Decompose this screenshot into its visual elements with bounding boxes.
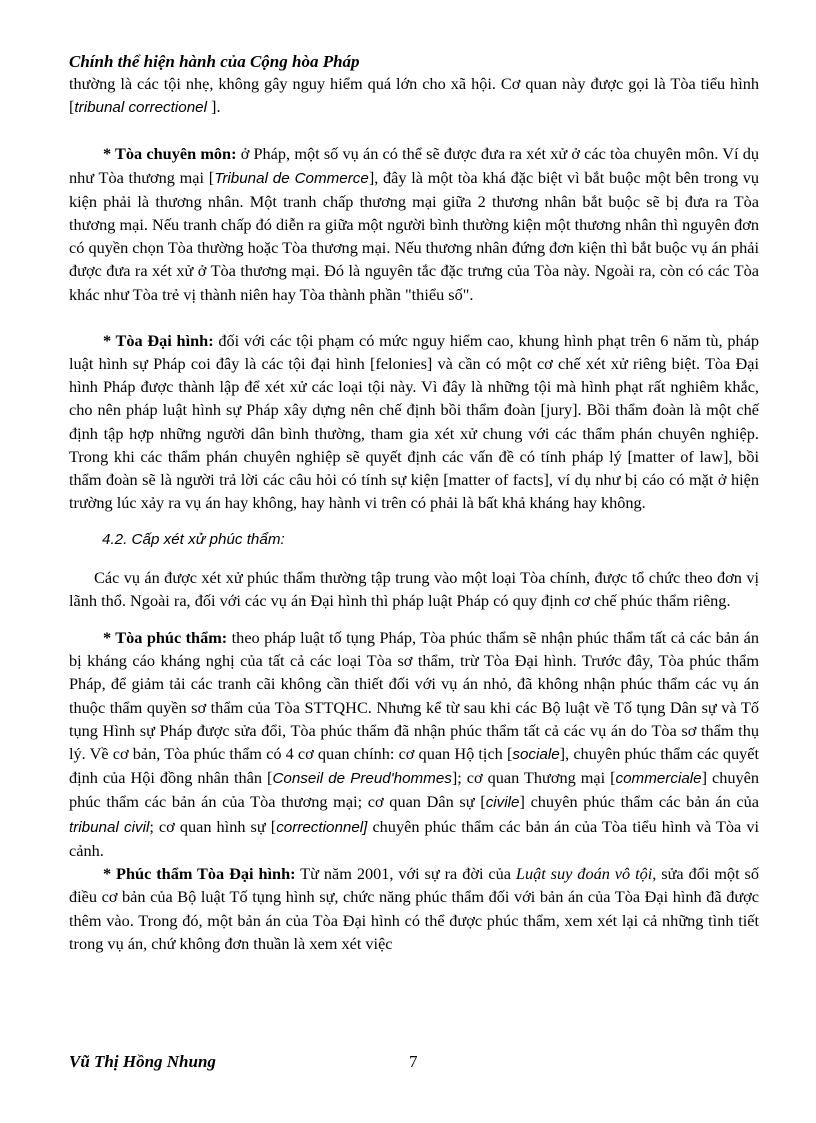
text: ], đây là một tòa khá đặc biệt vì bắt buộc một bên trong vụ kiện phải là thương nhân. Một tranh chấp thương mại giữa 2 thương nhân bắt buộc sẽ bị đưa ra Tòa thương mại. Nếu tranh chấp đó diễn ra giữa một người bình thường kiện một thương nhân thì nguyên đơn có quyền chọn Tòa thường hoặc Tòa thương mại. Nếu thương nhân đứng đơn kiện thì bắt buộc vụ án phải được đưa ra xét xử ở Tòa thương mại. Đó là nguyên tắc đặc trưng của Tòa này. Ngoài ra, còn có các Tòa khác như Tòa trẻ vị thành niên hay Tòa thành phần "thiểu số". [69,167,759,304]
page-number: 7 [409,1052,418,1071]
footer-author: Vũ Thị Hồng Nhung [69,1052,216,1071]
paragraph-assize-court [69,329,759,515]
text: theo pháp luật tố tụng Pháp, Tòa phúc thẩm sẽ nhận phúc thẩm tất cả các bản án bị kháng cáo kháng nghị của tất cả các loại Tòa sơ thẩm, trừ Tòa Đại hình. Trước đây, Tòa phúc thẩm Pháp, để giảm tải các tranh cãi không cần thiết đối với vụ án nhỏ, đã không nhận phúc thẩm các vụ án thuộc thẩm quyền sơ thẩm của Tòa STTQHC. Nhưng kể từ sau khi các Bộ luật về Tố tụng Dân sự và Tố tụng Hình sự Pháp được sửa đổi, Tòa phúc thẩm đã nhận phúc thẩm tất cả các vụ án do Tòa sơ thẩm thụ lý. Về cơ bản, Tòa phúc thẩm có 4 cơ quan chính: cơ quan Hộ tịch [ [69,628,759,764]
italic-term: tribunal correctionel [74,99,207,117]
paragraph-specialized-court [69,142,759,305]
body-text [69,72,759,955]
italic-term: commerciale [615,770,702,788]
text: ]; cơ quan Thương mại [ [451,768,616,788]
text: đối với các tội phạm có mức nguy hiểm cao, khung hình phạt trên 6 năm tù, pháp luật hình sự Pháp coi đây là các tội đại hình [felonies] và cần có một cơ chế xét xử riêng biệt. Tòa Đại hình Pháp được thành lập để xét xử các loại tội này. Vì đây là những tội mà hình phạt rất nghiêm khắc, cho nên pháp luật hình sự Pháp xây dựng nên chế định bồi thẩm đoàn [jury]. Bồi thẩm đoàn là một chế định tập hợp những người dân bình thường, tham gia xét xử chung với các thẩm phán chuyên nghiệp. Trong khi các thẩm phán chuyên nghiệp sẽ quyết định các vấn đề có tính pháp lý [matter of law], bồi thẩm đoàn sẽ là người trả lời các câu hỏi có tính sự kiện [matter of facts], ví dụ như bị cáo có mặt ở hiện trường lúc xảy ra vụ án hay không, hay hành vi trên có phải là bất khả kháng hay không. [69,330,759,513]
paragraph-lead: * Phúc thẩm Tòa Đại hình: [103,864,296,884]
running-header: Chính thể hiện hành của Cộng hòa Pháp [69,52,360,71]
text: Từ năm 2001, với sự ra đời của [295,864,516,884]
italic-term: Luật suy đoán vô tội, [515,864,657,884]
paragraph-appeal-intro [69,566,759,612]
italic-term: tribunal civil [69,818,150,836]
italic-term: sociale [512,746,560,764]
paragraph-appeal-court [69,626,759,862]
text: ] chuyên phúc thẩm các bản án của Tòa thương mại; cơ quan Dân sự [ [69,768,760,812]
paragraph-lead: * Tòa chuyên môn: [103,144,237,164]
text: sửa đổi một số điều cơ bản của Bộ luật Tố tụng hình sự, chức năng phúc thẩm đối với bản án của Tòa Đại hình đã được thêm vào. Trong đó, một bản án của Tòa Đại hình có thể được phúc thẩm, xem xét lại cả những tình tiết trong vụ án, chứ không đơn thuần là xem xét việc [69,864,759,953]
text: ; cơ quan hình sự [ [149,816,277,836]
paragraph-lead: * Tòa phúc thẩm: [103,628,228,648]
italic-term: correctionnel] [276,818,368,836]
text: Các vụ án được xét xử phúc thẩm thường tập trung vào một loại Tòa chính, được tổ chức theo đơn vị lãnh thổ. Ngoài ra, đối với các vụ án Đại hình thì pháp luật Pháp có quy định cơ chế phúc thẩm riêng. [69,567,759,610]
text: chuyên phúc thẩm các bản án của Tòa tiểu hình và Tòa vi cảnh. [69,816,759,860]
paragraph-assize-appeal [69,862,759,955]
paragraph-lead: * Tòa Đại hình: [103,330,214,350]
section-heading: 4.2. Cấp xét xử phúc thẩm: [102,531,285,549]
text: ở Pháp, một số vụ án có thể sẽ được đưa ra xét xử ở các tòa chuyên môn. Ví dụ như Tòa thương mại [ [69,144,759,187]
text: thường là các tội nhẹ, không gây nguy hiểm quá lớn cho xã hội. Cơ quan này được gọi là Tòa tiểu hình [ [69,74,759,117]
paragraph-1 [69,72,759,119]
italic-term: civile [485,794,520,812]
italic-term: Conseil de Preud'hommes [272,770,452,788]
text: ], chuyên phúc thẩm các quyết định của Hội đồng nhân thân [ [69,744,759,788]
text: ] chuyên phúc thẩm các bản án của [519,792,760,812]
italic-term: Tribunal de Commerce [214,169,369,187]
text: ]. [206,97,221,117]
